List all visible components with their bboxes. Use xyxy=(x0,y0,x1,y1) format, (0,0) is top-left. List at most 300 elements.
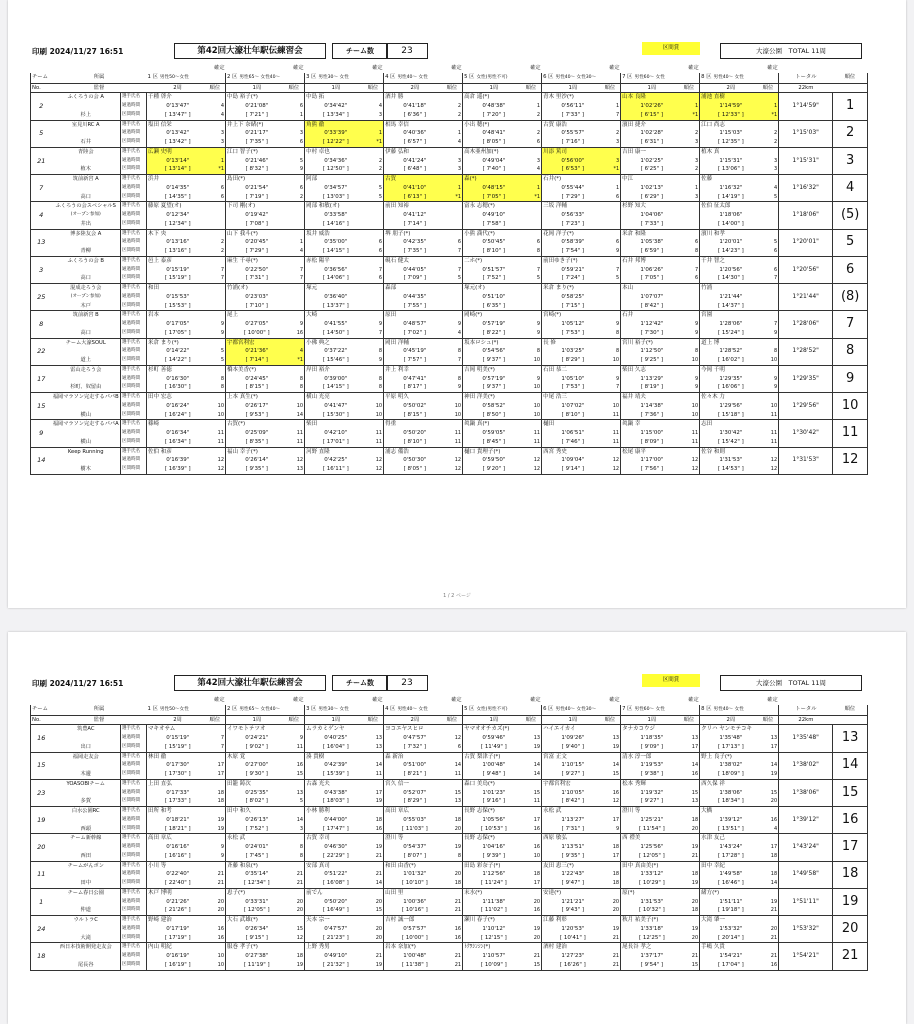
team-final-rank: 5 xyxy=(833,229,868,256)
section-rank: 5 xyxy=(209,356,226,365)
section-rank: 10 xyxy=(683,411,700,420)
bracket-open: [ xyxy=(717,111,722,118)
bracket-open: [ xyxy=(243,961,248,968)
split-time xyxy=(226,138,288,147)
bracket-open: [ xyxy=(640,193,645,200)
split-time xyxy=(542,770,604,779)
row-label: 通過時間 xyxy=(121,734,147,743)
leg-confirm-cell xyxy=(525,807,542,816)
leg-confirm-cell xyxy=(446,175,463,184)
section-rank: 17 xyxy=(525,879,542,888)
table-row xyxy=(31,438,868,447)
overall-rank: 12 xyxy=(683,456,700,465)
runner-name: 古賀 xyxy=(384,175,446,184)
pass-time: 0'19'42" xyxy=(245,212,269,218)
runner-name: 中江 xyxy=(621,175,683,184)
section-rank: 20 xyxy=(209,906,226,915)
split-value: 8'05" xyxy=(407,466,423,472)
bracket-close: ] xyxy=(186,220,191,227)
table-row xyxy=(31,175,868,184)
leg-confirmed-label: 確定 xyxy=(451,65,462,71)
split-time xyxy=(226,111,288,120)
team-block xyxy=(31,420,868,447)
overall-rank: 9 xyxy=(683,320,700,329)
overall-rank: 4 xyxy=(209,102,226,111)
bracket-close: ] xyxy=(739,743,744,750)
split-value: 8'45" xyxy=(486,438,502,445)
overall-rank: 10 xyxy=(288,402,305,411)
split-time xyxy=(700,797,762,806)
bracket-open: [ xyxy=(401,961,406,968)
overall-rank: 13 xyxy=(367,734,384,743)
bracket-open: [ xyxy=(561,302,566,309)
section-rank: 11 xyxy=(762,438,779,447)
pass-time: 0'14'22" xyxy=(166,348,190,355)
leg-laps: 1周 xyxy=(621,715,683,725)
pass-time: 0'21'26" xyxy=(166,898,190,905)
team-count-value: 23 xyxy=(386,43,428,59)
section-rank: 18 xyxy=(683,906,700,915)
section-rank: 20 xyxy=(446,825,463,834)
split-value: 16'46" xyxy=(721,880,740,886)
table-row xyxy=(31,825,868,834)
bracket-close: ] xyxy=(659,275,664,282)
row-label: 選手氏名 xyxy=(121,807,147,816)
section-rank: 21 xyxy=(604,961,621,970)
leg-confirm-cell xyxy=(209,834,226,843)
split-time xyxy=(305,825,367,834)
event-title: 第42回大濠壮年駅伝練習会 xyxy=(174,43,326,59)
leg-confirm-cell xyxy=(367,338,384,347)
leg-rank-header: 順位 xyxy=(288,83,305,93)
split-time xyxy=(305,165,367,174)
pass-time: 0'44'05" xyxy=(403,266,427,273)
pass-time: 1'12'50" xyxy=(640,348,664,355)
overall-rank: 19 xyxy=(209,816,226,825)
pass-time: 1'30'42" xyxy=(719,430,743,436)
leg-header-4 xyxy=(384,705,463,715)
split-value: 16'06" xyxy=(721,384,740,391)
leg-confirm-cell xyxy=(525,338,542,347)
team-name: YOASOBIチーム xyxy=(52,779,121,788)
leg-confirm-cell xyxy=(604,120,621,129)
split-value: 13'14" xyxy=(168,166,187,173)
pass-time: 1'15'00" xyxy=(640,430,664,436)
runner-name: 森口 美鳥(*) xyxy=(463,779,525,788)
section-rank: 16 xyxy=(762,961,779,970)
split-time xyxy=(147,879,209,888)
bracket-close: ] xyxy=(264,771,268,777)
leg-confirm-cell xyxy=(367,420,384,429)
section-rank: 5 xyxy=(288,797,305,806)
runner-name: 森(*) xyxy=(463,175,525,184)
bracket-close: ] xyxy=(186,771,191,777)
pass-time: 0'41'12" xyxy=(403,212,427,218)
overall-rank: 7 xyxy=(367,266,384,275)
split-value: 7'20" xyxy=(486,111,502,118)
split-time xyxy=(463,193,525,202)
split-time xyxy=(621,247,683,256)
split-time xyxy=(226,356,288,365)
pass-time: 1'16'32" xyxy=(719,184,743,191)
bracket-close: ] xyxy=(659,139,664,145)
bracket-close: ] xyxy=(501,466,506,472)
row-label: 選手氏名 xyxy=(121,338,147,347)
split-time xyxy=(463,438,525,447)
table-row xyxy=(31,220,868,229)
leg-condition: 男性50～女性 xyxy=(159,74,189,80)
overall-rank: 8 xyxy=(762,347,779,356)
bracket-open: [ xyxy=(245,302,250,309)
bracket-open: [ xyxy=(243,329,248,336)
header-spacer xyxy=(31,696,147,705)
row-label: 区間時間 xyxy=(121,852,147,861)
bracket-open: [ xyxy=(717,220,722,227)
overall-rank: 9 xyxy=(209,320,226,329)
split-value: 14'50" xyxy=(326,329,345,336)
leg-condition: 男性40～ 女性30～ xyxy=(555,706,597,712)
overall-rank: 4 xyxy=(762,184,779,193)
split-time xyxy=(384,852,446,861)
section-rank: 16 xyxy=(683,770,700,779)
split-value: 13'37" xyxy=(326,302,345,309)
bracket-close: ] xyxy=(580,329,585,336)
leg-header-3 xyxy=(305,73,384,83)
leg-confirm-cell xyxy=(288,807,305,816)
split-value: 8'42" xyxy=(644,302,660,309)
table-row xyxy=(31,925,868,934)
bracket-open: [ xyxy=(561,275,566,282)
bracket-open: [ xyxy=(245,934,250,941)
overall-rank: 13 xyxy=(525,734,542,743)
runner-name: 林田 徹 xyxy=(147,752,209,761)
section-rank xyxy=(604,220,621,229)
table-row xyxy=(31,329,868,338)
section-rank: 17 xyxy=(762,743,779,752)
bracket-close: ] xyxy=(739,384,744,391)
split-value: 21'23" xyxy=(326,934,345,941)
overall-rank: 8 xyxy=(288,375,305,384)
bracket-open: [ xyxy=(561,466,566,472)
split-value: 8'09" xyxy=(644,438,660,445)
row-label: 選手氏名 xyxy=(121,752,147,761)
team-final-rank: (5) xyxy=(833,202,868,229)
section-rank: 12 xyxy=(762,465,779,474)
row-label: 選手氏名 xyxy=(121,93,147,102)
runner-name: 田籠 鋳次 xyxy=(226,779,288,788)
team-total-time: 1°21'44" xyxy=(779,284,833,311)
leg-condition: 女性(男性不可) xyxy=(476,74,508,80)
bracket-open: [ xyxy=(640,771,645,777)
pass-time: 1'13'29" xyxy=(640,375,664,382)
pass-time: 0'51'10" xyxy=(482,293,506,300)
section-rank: 12 xyxy=(683,465,700,474)
bracket-open: [ xyxy=(322,411,327,418)
split-time xyxy=(147,302,209,311)
bracket-open: [ xyxy=(245,825,250,832)
team-no-header: チーム xyxy=(31,73,52,83)
pass-time: 0'37'22" xyxy=(324,348,348,355)
runner-name: 杉野 知大 xyxy=(621,202,683,211)
split-value: 11'19" xyxy=(247,961,266,968)
bracket-close: ] xyxy=(186,438,191,445)
bracket-open: [ xyxy=(561,825,566,832)
split-time xyxy=(384,356,446,365)
split-time xyxy=(700,743,762,752)
overall-rank: 9 xyxy=(367,320,384,329)
split-value: 6'31" xyxy=(644,139,660,145)
bracket-close: ] xyxy=(186,357,191,363)
bracket-open: [ xyxy=(322,961,327,968)
row-label: 区間時間 xyxy=(121,438,147,447)
overall-rank: 6 xyxy=(288,184,305,193)
overall-rank: 2 xyxy=(762,129,779,138)
split-value: 6'29" xyxy=(644,193,660,200)
split-value: 10'16" xyxy=(405,907,424,914)
split-value: 17'05" xyxy=(168,329,187,336)
split-value: 7'05" xyxy=(486,193,502,200)
split-value: 7'14" xyxy=(249,357,265,363)
split-time xyxy=(305,438,367,447)
pass-time: 0'16'34" xyxy=(166,430,190,436)
leg-confirm-cell xyxy=(209,120,226,129)
table-row xyxy=(31,761,868,770)
bracket-open: [ xyxy=(717,852,722,859)
split-value: 7'54" xyxy=(565,248,581,254)
split-time xyxy=(147,138,209,147)
leg-confirm-cell xyxy=(525,202,542,211)
team-total-time: 1°28'06" xyxy=(779,311,833,338)
table-row xyxy=(31,888,868,897)
split-value: 7'52" xyxy=(486,275,502,282)
section-rank: 4 xyxy=(288,247,305,256)
bracket-open: [ xyxy=(559,934,564,941)
rank-header-spacer xyxy=(833,715,868,725)
pass-time: 1'02'26" xyxy=(621,102,683,111)
runner-name: 福井 靖夫 xyxy=(621,393,683,402)
table-row xyxy=(31,193,868,202)
runner-name: 浦池 直樹 xyxy=(700,93,762,102)
split-time xyxy=(463,356,525,365)
bracket-close: ] xyxy=(264,466,268,472)
team-total-time: 1°51'11" xyxy=(779,888,833,915)
leg-confirmed-label: 確定 xyxy=(293,697,304,703)
team-name: チームがんボン xyxy=(52,861,121,870)
section-rank: 12 xyxy=(446,465,463,474)
leg-rank-header: 順位 xyxy=(525,83,542,93)
pass-time: 1'20'01" xyxy=(719,239,743,246)
row-label: 通過時間 xyxy=(121,266,147,275)
pass-time: 0'58'39" xyxy=(561,239,585,246)
section-rank: 21 xyxy=(762,934,779,943)
overall-rank: 1 xyxy=(683,184,700,193)
bracket-close: ] xyxy=(186,798,191,805)
section-rank: 11 xyxy=(288,743,305,752)
table-row xyxy=(31,447,868,456)
pass-time: 1'28'52" xyxy=(719,348,743,355)
leg-confirm-cell xyxy=(209,943,226,952)
split-time xyxy=(384,165,446,174)
bracket-open: [ xyxy=(322,384,327,391)
leg-rank-header: 順位 xyxy=(288,715,305,725)
team-name: 福岡走友会 xyxy=(52,752,121,761)
leg-confirm-cell xyxy=(288,916,305,925)
leg-confirm-cell xyxy=(446,202,463,211)
team-name: Keep Running xyxy=(52,447,121,456)
split-time xyxy=(147,934,209,943)
overall-rank: 10 xyxy=(525,402,542,411)
split-time xyxy=(700,138,762,147)
pass-time: 0'18'21" xyxy=(166,816,190,823)
runner-name: 浦志 備浩 xyxy=(384,447,446,456)
team-final-rank: 13 xyxy=(833,725,868,752)
bracket-open: [ xyxy=(164,329,169,336)
section-rank: 2 xyxy=(367,165,384,174)
bracket-open: [ xyxy=(322,852,327,859)
bracket-open: [ xyxy=(638,907,643,914)
leg-confirm-cell xyxy=(209,93,226,102)
bracket-close: ] xyxy=(659,438,664,445)
leg-confirm-cell xyxy=(525,284,542,293)
section-rank: 16 xyxy=(209,934,226,943)
split-time xyxy=(621,852,683,861)
row-label: 選手氏名 xyxy=(121,175,147,184)
split-value: 12'15" xyxy=(484,934,503,941)
split-value: 9'37" xyxy=(486,384,502,391)
section-rank: 3 xyxy=(446,165,463,174)
overall-rank: 21 xyxy=(446,952,463,961)
section-rank: 9 xyxy=(209,329,226,338)
pass-time: 0'27'00" xyxy=(245,762,269,769)
bracket-open: [ xyxy=(561,357,566,363)
overall-rank: 6 xyxy=(604,238,621,247)
leg-confirm-cell xyxy=(209,420,226,429)
split-value: 13'47" xyxy=(168,111,187,118)
leg-confirm-cell xyxy=(604,93,621,102)
overall-rank: 21 xyxy=(525,952,542,961)
split-time xyxy=(542,411,604,420)
bracket-close: ] xyxy=(344,139,349,145)
section-rank: 21 xyxy=(367,852,384,861)
bracket-open: [ xyxy=(401,907,406,914)
section-rank: 9 xyxy=(762,329,779,338)
split-time xyxy=(463,383,525,392)
section-rank: 3 xyxy=(683,138,700,147)
bracket-open: [ xyxy=(640,248,645,254)
runner-name: 田中 幸紀 xyxy=(700,861,762,870)
section-rank: *1 xyxy=(288,356,305,365)
pass-time: 0'25'09" xyxy=(245,430,269,436)
bracket-open: [ xyxy=(245,111,250,118)
runner-name: 吉村 誠一郎 xyxy=(384,916,446,925)
section-rank: 6 xyxy=(209,193,226,202)
section-rank: 6 xyxy=(367,247,384,256)
leg-confirm-cell xyxy=(288,120,305,129)
section-rank: 19 xyxy=(683,879,700,888)
runner-name: 青木 里沙(*) xyxy=(542,93,604,102)
leg-name: 4 区 xyxy=(385,73,396,80)
pass-time: 1'25'21" xyxy=(640,816,664,823)
table-row xyxy=(31,807,868,816)
pass-time: 0'50'20" xyxy=(403,430,427,436)
section-rank: 20 xyxy=(367,934,384,943)
runner-name: クリハ ヤンモテコキ xyxy=(700,725,762,734)
team-supervisor: 西田 xyxy=(52,852,121,861)
bracket-open: [ xyxy=(322,798,327,805)
section-rank: 17 xyxy=(209,770,226,779)
leg-confirm-cell xyxy=(209,752,226,761)
team-supervisor: 木邊 xyxy=(52,770,121,779)
split-time xyxy=(542,356,604,365)
table-row xyxy=(31,934,868,943)
pass-time: 1'35'48" xyxy=(719,735,743,741)
team-block xyxy=(31,779,868,806)
bracket-close: ] xyxy=(659,466,664,472)
section-rank: 11 xyxy=(762,411,779,420)
bracket-close: ] xyxy=(423,961,428,968)
section-rank: 16 xyxy=(367,825,384,834)
split-time xyxy=(700,906,762,915)
split-value: 7'32" xyxy=(407,743,423,750)
split-time xyxy=(621,138,683,147)
overall-rank: 21 xyxy=(446,898,463,907)
overall-rank: 18 xyxy=(683,870,700,879)
overall-rank: 11 xyxy=(367,429,384,438)
leg-confirm-cell xyxy=(604,311,621,320)
runner-name: 小佛 典之 xyxy=(305,338,367,347)
leg-confirm-cell xyxy=(288,834,305,843)
team-final-rank: 7 xyxy=(833,311,868,338)
split-time xyxy=(226,302,288,311)
bracket-open: [ xyxy=(561,438,566,445)
split-time xyxy=(463,961,525,970)
team-number: 20 xyxy=(31,834,52,861)
bracket-close: ] xyxy=(580,438,585,445)
overall-rank: 20 xyxy=(604,898,621,907)
runner-name: 田中 和久 xyxy=(226,807,288,816)
team-name: 雷山走ろう会 xyxy=(52,365,121,374)
split-value: 12'34" xyxy=(168,220,187,227)
split-value: 15'42" xyxy=(721,438,740,445)
table-row xyxy=(31,383,868,392)
runner-name: 佐藤 xyxy=(700,175,762,184)
leg-confirm-cell xyxy=(604,338,621,347)
leg-laps: 1周 xyxy=(305,83,367,93)
pass-time: 0'26'17" xyxy=(245,402,269,409)
split-time xyxy=(463,465,525,474)
bracket-open: [ xyxy=(482,302,487,309)
split-value: 7'29" xyxy=(565,193,581,200)
section-rank: 5 xyxy=(367,193,384,202)
bracket-open: [ xyxy=(164,248,169,254)
leg-confirm-cell xyxy=(367,807,384,816)
leg-rank-header: 順位 xyxy=(525,715,542,725)
runner-name: 宮富 正文 xyxy=(542,752,604,761)
team-total-time: 1°31'53" xyxy=(779,447,833,474)
bracket-open: [ xyxy=(245,139,250,145)
split-value: 10'29" xyxy=(642,880,661,886)
results-table xyxy=(30,64,868,475)
table-row xyxy=(31,752,868,761)
runner-name: 酒井 勝 xyxy=(384,93,446,102)
leg-header-7 xyxy=(621,705,700,715)
runner-name: 下司 剛(オ) xyxy=(226,202,288,211)
overall-rank: 1 xyxy=(604,184,621,193)
table-row xyxy=(31,816,868,825)
leg-confirm-cell xyxy=(288,338,305,347)
split-time xyxy=(147,797,209,806)
section-rank: 3 xyxy=(367,111,384,120)
